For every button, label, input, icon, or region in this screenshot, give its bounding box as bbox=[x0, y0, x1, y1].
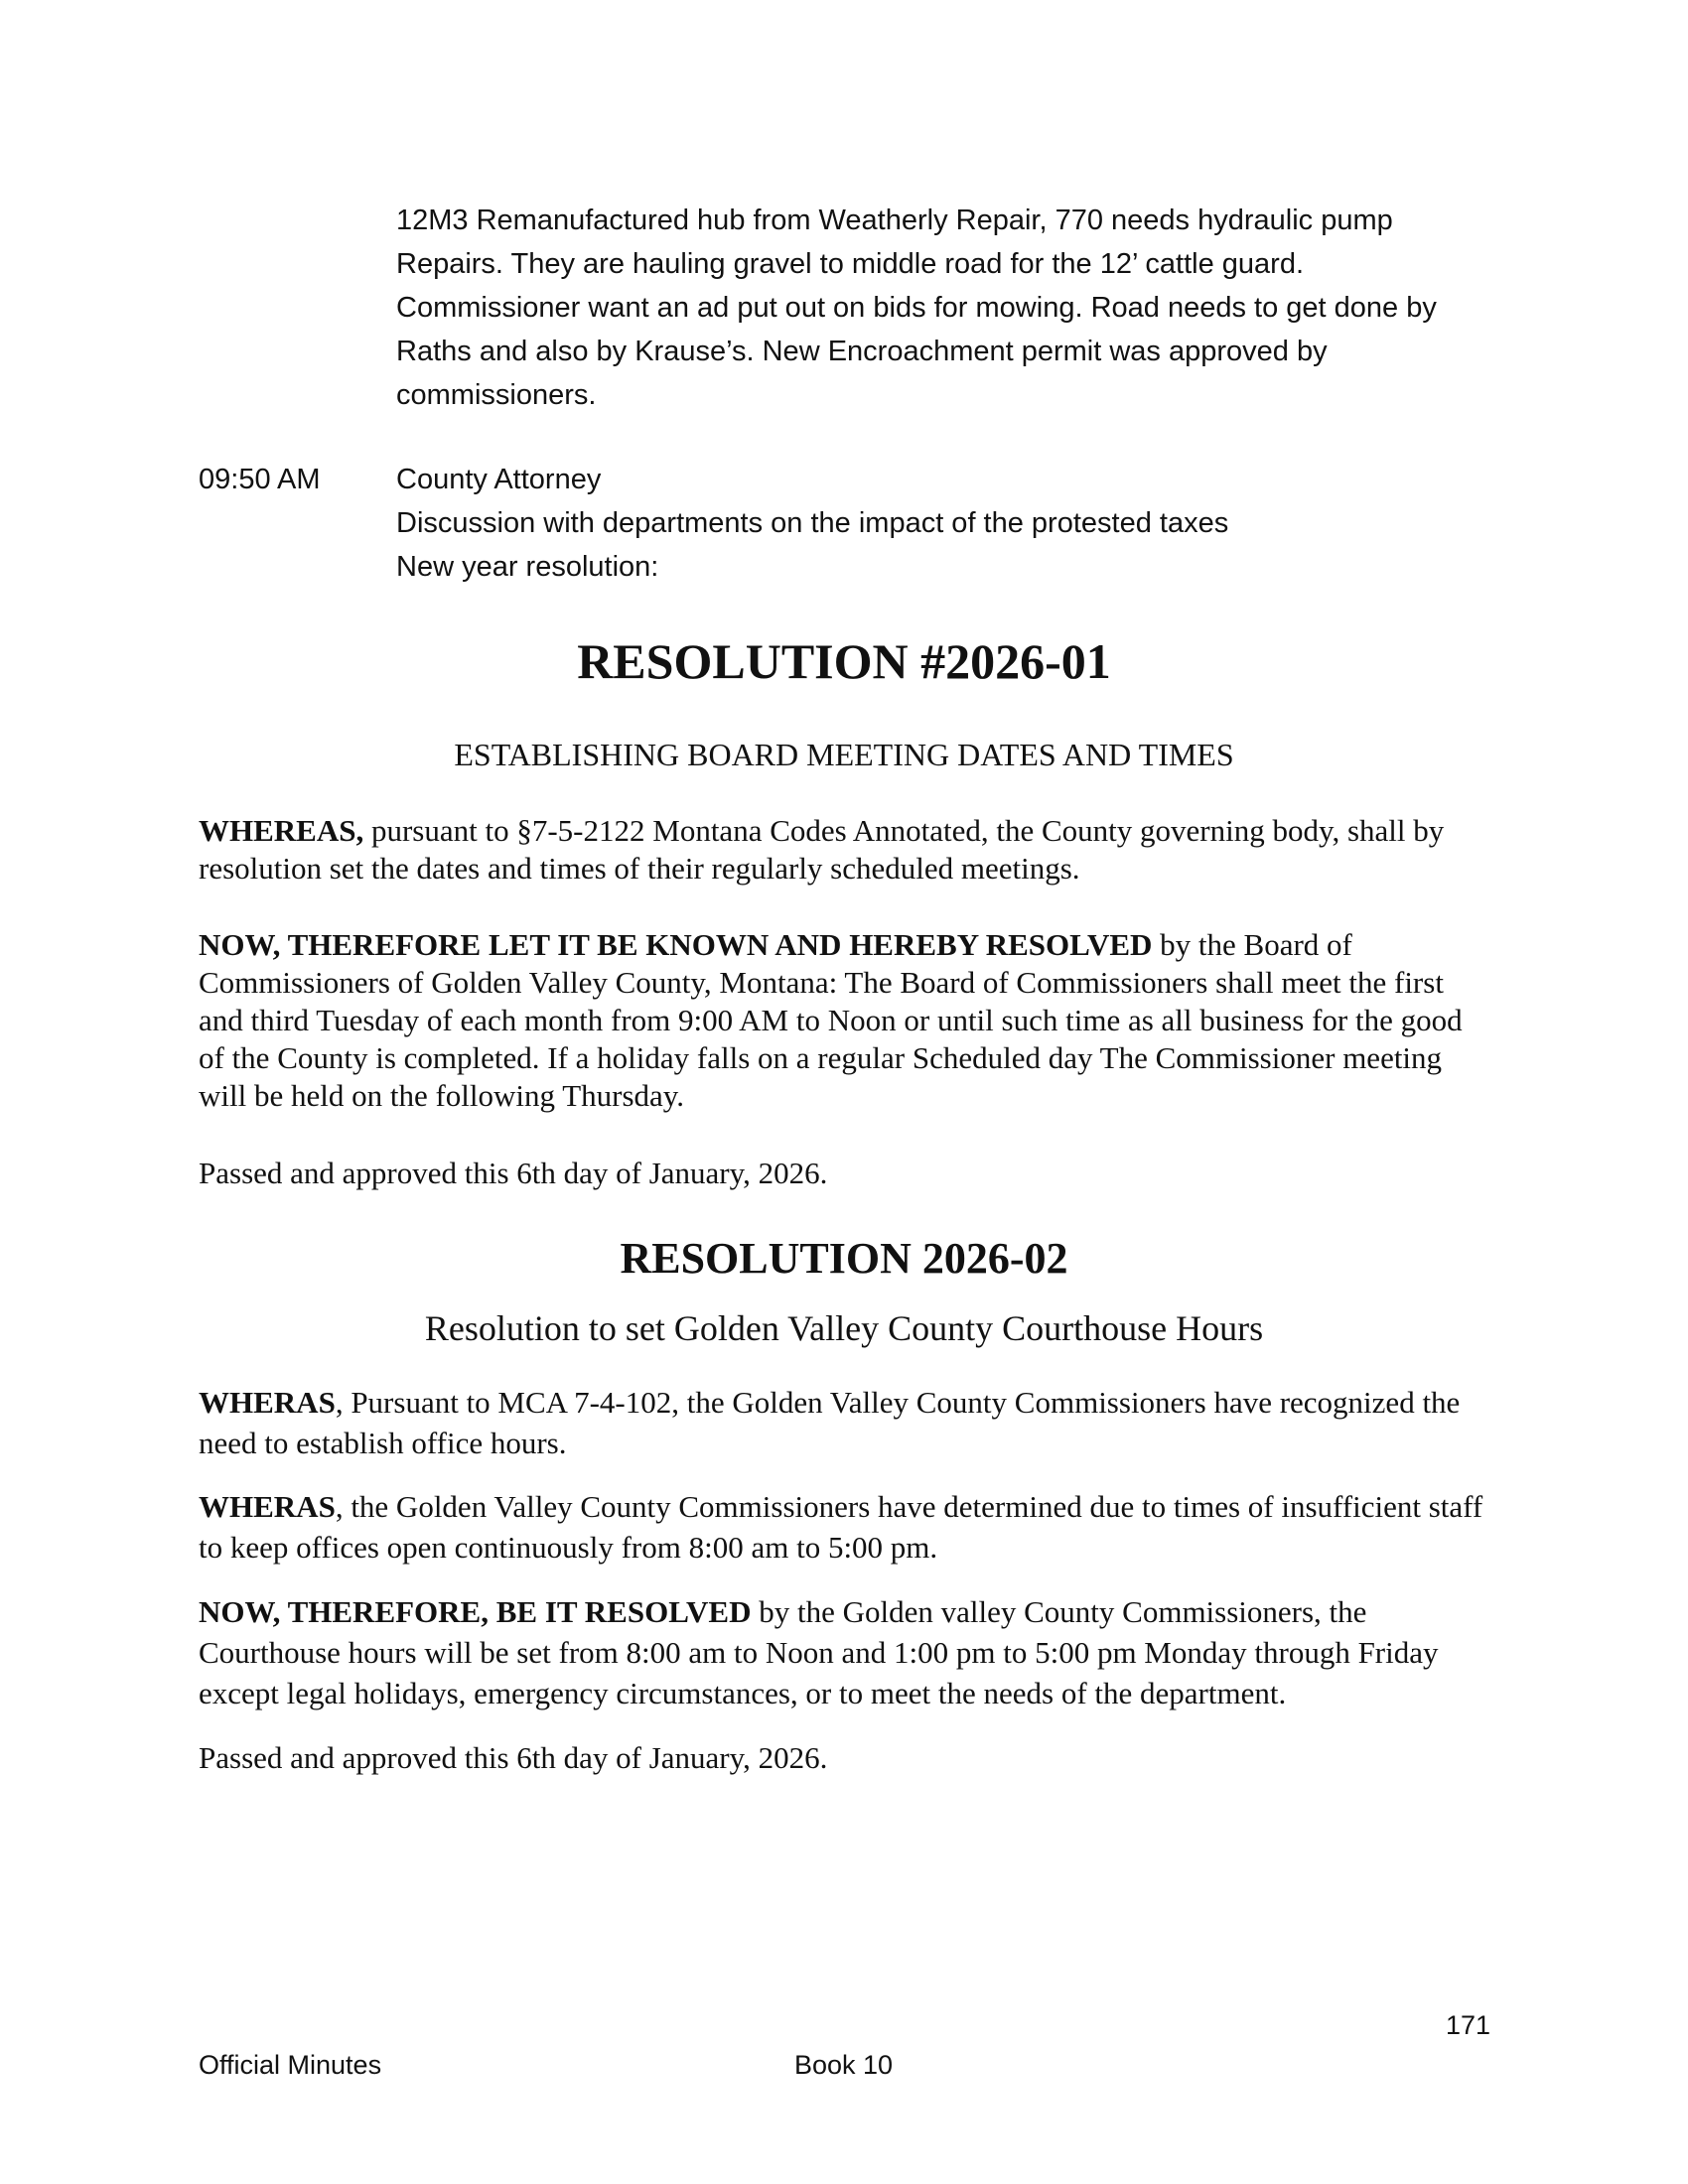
agenda-line-resolution-intro: New year resolution: bbox=[396, 551, 659, 583]
page-number: 171 bbox=[1445, 2010, 1490, 2040]
resolution-1-whereas bbox=[199, 812, 1489, 887]
resolved-text: by the Board of Commissioners of Golden Valley County, Montana: The Board of Commissioners shall meet the first and third Tuesday of each month from 9:00 AM to Noon or until such time as all business for the good of the County is completed. If a holiday falls on a regular Scheduled day The Commissioner meeting will be held on the following Thursday. bbox=[199, 927, 1463, 1113]
resolved-2-text: by the Golden valley County Commissioners, the Courthouse hours will be set from 8:00 am to Noon and 1:00 pm to 5:00 pm Monday through Friday except legal holidays, emergency circumstances, or to meet the needs of the department. bbox=[199, 1594, 1439, 1710]
resolution-2-whereas-2 bbox=[199, 1486, 1489, 1568]
whereas-lead: WHEREAS, bbox=[199, 813, 364, 848]
resolution-2-title: RESOLUTION 2026-02 bbox=[620, 1234, 1068, 1283]
whereas-text: pursuant to §7-5-2122 Montana Codes Annotated, the County governing body, shall by resolution set the dates and times of their regularly scheduled meetings. bbox=[199, 813, 1445, 886]
agenda-time: 09:50 AM bbox=[199, 464, 321, 495]
footer-official-minutes: Official Minutes bbox=[199, 2050, 382, 2080]
resolution-2-subtitle: Resolution to set Golden Valley County Courthouse Hours bbox=[424, 1308, 1264, 1348]
whereas-2-lead: WHERAS bbox=[199, 1489, 336, 1524]
continuation-paragraph: 12M3 Remanufactured hub from Weatherly Repair, 770 needs hydraulic pump Repairs. They are hauling gravel to middle road for the 12’ cattle guard. Commissioner want an ad put out on bids for mowing. Road needs to get done by Raths and also by Krause’s. New Encroachment permit was approved by commissioners. bbox=[396, 205, 1437, 411]
whereas-2-text: , the Golden Valley County Commissioners have determined due to times of insufficient staff to keep offices open continuously from 8:00 am to 5:00 pm. bbox=[199, 1489, 1483, 1565]
agenda-line-department: County Attorney bbox=[396, 464, 602, 495]
resolved-2-lead: NOW, THEREFORE, BE IT RESOLVED bbox=[199, 1594, 752, 1629]
resolution-2-whereas-1 bbox=[199, 1382, 1489, 1463]
resolved-lead: NOW, THEREFORE LET IT BE KNOWN AND HEREBY RESOLVED bbox=[199, 927, 1153, 962]
resolution-1-subtitle: ESTABLISHING BOARD MEETING DATES AND TIMES bbox=[454, 737, 1234, 772]
footer-book: Book 10 bbox=[794, 2050, 894, 2080]
agenda-item bbox=[396, 458, 1478, 589]
agenda-line-discussion: Discussion with departments on the impact of the protested taxes bbox=[396, 507, 1229, 539]
resolution-1-passed: Passed and approved this 6th day of January, 2026. bbox=[199, 1156, 828, 1190]
resolution-1-title: RESOLUTION #2026-01 bbox=[577, 633, 1111, 689]
whereas-1-text: , Pursuant to MCA 7-4-102, the Golden Valley County Commissioners have recognized the need to establish office hours. bbox=[199, 1385, 1461, 1460]
whereas-1-lead: WHERAS bbox=[199, 1385, 336, 1420]
resolution-2-resolved bbox=[199, 1591, 1489, 1713]
resolution-1-resolved bbox=[199, 926, 1489, 1115]
resolution-2-passed: Passed and approved this 6th day of January, 2026. bbox=[199, 1740, 828, 1775]
